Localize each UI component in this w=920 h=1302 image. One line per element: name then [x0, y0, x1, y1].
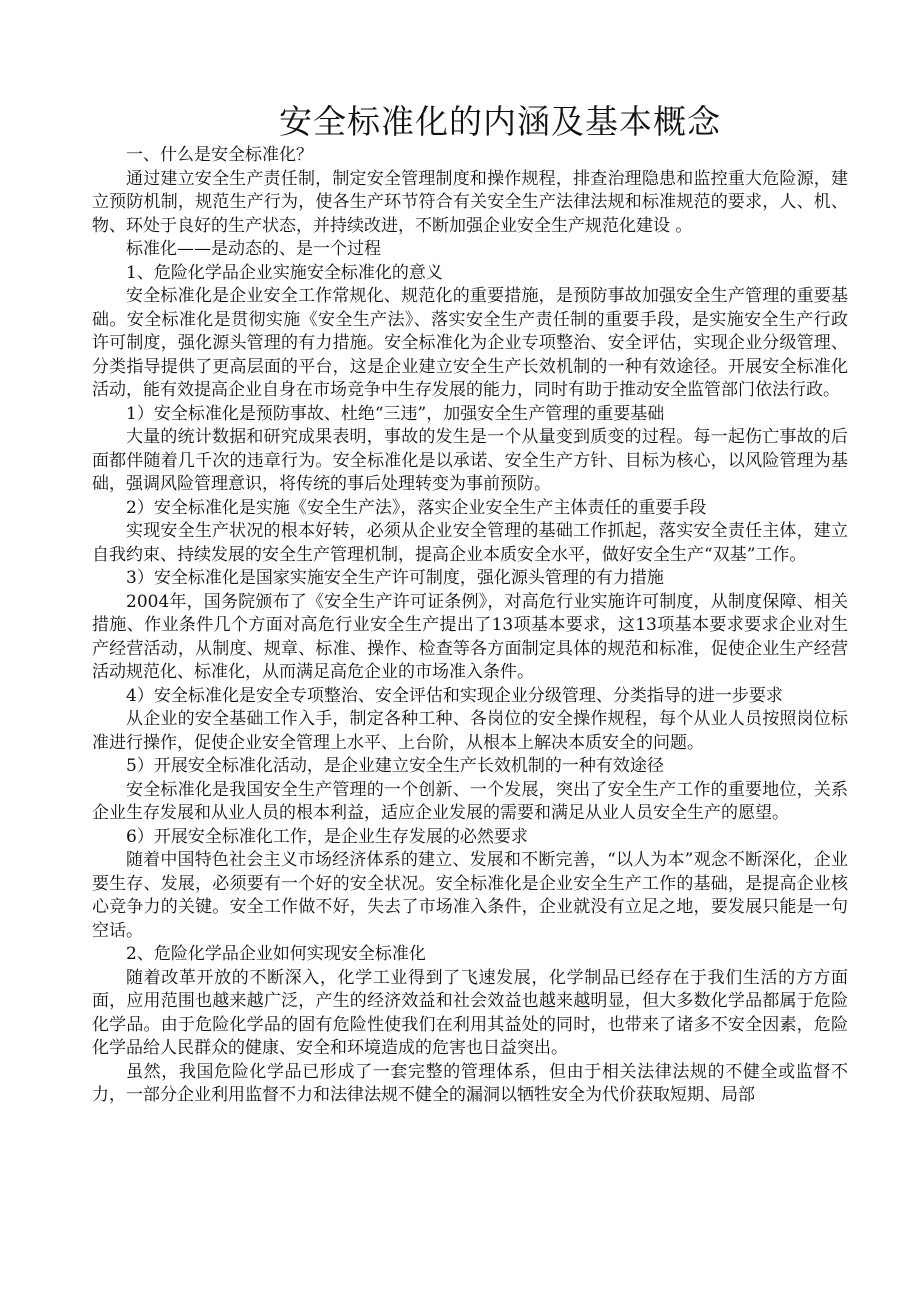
- document-page: [92, 100, 848, 1108]
- subheading: 2）安全标准化是实施《安全生产法》，落实企业安全生产主体责任的重要手段: [126, 497, 707, 518]
- paragraph: 虽然，我国危险化学品已形成了一套完整的管理体系，但由于相关法律法规的不健全或监督不力，一部分企业利用监督不力和法律法规不健全的漏洞以牺牲安全为代价获取短期、局部: [92, 1061, 848, 1105]
- subheading: 1）安全标准化是预防事故、杜绝“三违”，加强安全生产管理的重要基础: [126, 403, 665, 424]
- section-heading-significance: 1、危险化学品企业实施安全标准化的意义: [126, 262, 443, 283]
- paragraph: 2004年，国务院颁布了《安全生产许可证条例》，对高危行业实施许可制度，从制度保障、相关措施、作业条件几个方面对高危行业安全生产提出了13项基本要求，这13项基本要求要求企业对生产经营活动，从制度、规章、标准、操作、检查等各方面制定具体的规范和标准，促使企业生产经营活动规范化、标准化，从而满足高危企业的市场准入条件。: [92, 591, 848, 682]
- paragraph: 安全标准化是我国安全生产管理的一个创新、一个发展，突出了安全生产工作的重要地位，关系企业生存发展和从业人员的根本利益，适应企业发展的需要和满足从业人员安全生产的愿望。: [92, 779, 848, 823]
- paragraph: 随着改革开放的不断深入，化学工业得到了飞速发展，化学制品已经存在于我们生活的方方面面，应用范围也越来越广泛，产生的经济效益和社会效益也越来越明显，但大多数化学品都属于危险化学品。由于危险化学品的固有危险性使我们在利用其益处的同时，也带来了诸多不安全因素，危险化学品给人民群众的健康、安全和环境造成的危害也日益突出。: [92, 967, 848, 1058]
- paragraph: 从企业的安全基础工作入手，制定各种工种、各岗位的安全操作规程，每个从业人员按照岗位标准进行操作，促使企业安全管理上水平、上台阶，从根本上解决本质安全的问题。: [92, 709, 848, 753]
- section-heading-how-to: 2、危险化学品企业如何实现安全标准化: [126, 944, 426, 964]
- paragraph: 标准化——是动态的、是一个过程: [126, 239, 381, 259]
- subheading: 3）安全标准化是国家实施安全生产许可制度，强化源头管理的有力措施: [126, 568, 664, 588]
- paragraph: 随着中国特色社会主义市场经济体系的建立、发展和不断完善，“以人为本”观念不断深化，企业要生存、发展，必须要有一个好的安全状况。安全标准化是企业安全生产工作的基础，是提高企业核心竞争力的关键。安全工作做不好，失去了市场准入条件，企业就没有立足之地，要发展只能是一句空话。: [92, 850, 848, 941]
- section-heading-what-is: 一、什么是安全标准化？: [126, 145, 313, 165]
- paragraph: 安全标准化是企业安全工作常规化、规范化的重要措施，是预防事故加强安全生产管理的重要基础。安全标准化是贯彻实施《安全生产法》、落实安全生产责任制的重要手段，是实施安全生产行政许可制度，强化源头管理的有力措施。安全标准化为企业专项整治、安全评估，实现企业分级管理、分类指导提供了更高层面的平台，这是企业建立安全生产长效机制的一种有效途径。开展安全标准化活动，能有效提高企业自身在市场竞争中生存发展的能力，同时有助于推动安全监管部门依法行政。: [92, 286, 848, 400]
- document-body: [92, 144, 848, 1108]
- paragraph: 大量的统计数据和研究成果表明，事故的发生是一个从量变到质变的过程。每一起伤亡事故的后面都伴随着几千次的违章行为。安全标准化是以承诺、安全生产方针、目标为核心，以风险管理为基础，强调风险管理意识，将传统的事后处理转变为事前预防。: [92, 427, 848, 494]
- subheading: 4）安全标准化是安全专项整治、安全评估和实现企业分级管理、分类指导的进一步要求: [126, 685, 783, 706]
- subheading: 6）开展安全标准化工作，是企业生存发展的必然要求: [126, 826, 528, 847]
- document-title: 安全标准化的内涵及基本概念: [279, 102, 721, 141]
- subheading: 5）开展安全标准化活动，是企业建立安全生产长效机制的一种有效途径: [126, 756, 664, 776]
- paragraph: 实现安全生产状况的根本好转，必须从企业安全管理的基础工作抓起，落实安全责任主体，建立自我约束、持续发展的安全生产管理机制，提高企业本质安全水平，做好安全生产“双基”工作。: [92, 521, 848, 565]
- paragraph: 通过建立安全生产责任制，制定安全管理制度和操作规程，排查治理隐患和监控重大危险源，建立预防机制，规范生产行为，使各生产环节符合有关安全生产法律法规和标准规范的要求，人、机、物、环处于良好的生产状态，并持续改进，不断加强企业安全生产规范化建设 。: [92, 168, 848, 236]
